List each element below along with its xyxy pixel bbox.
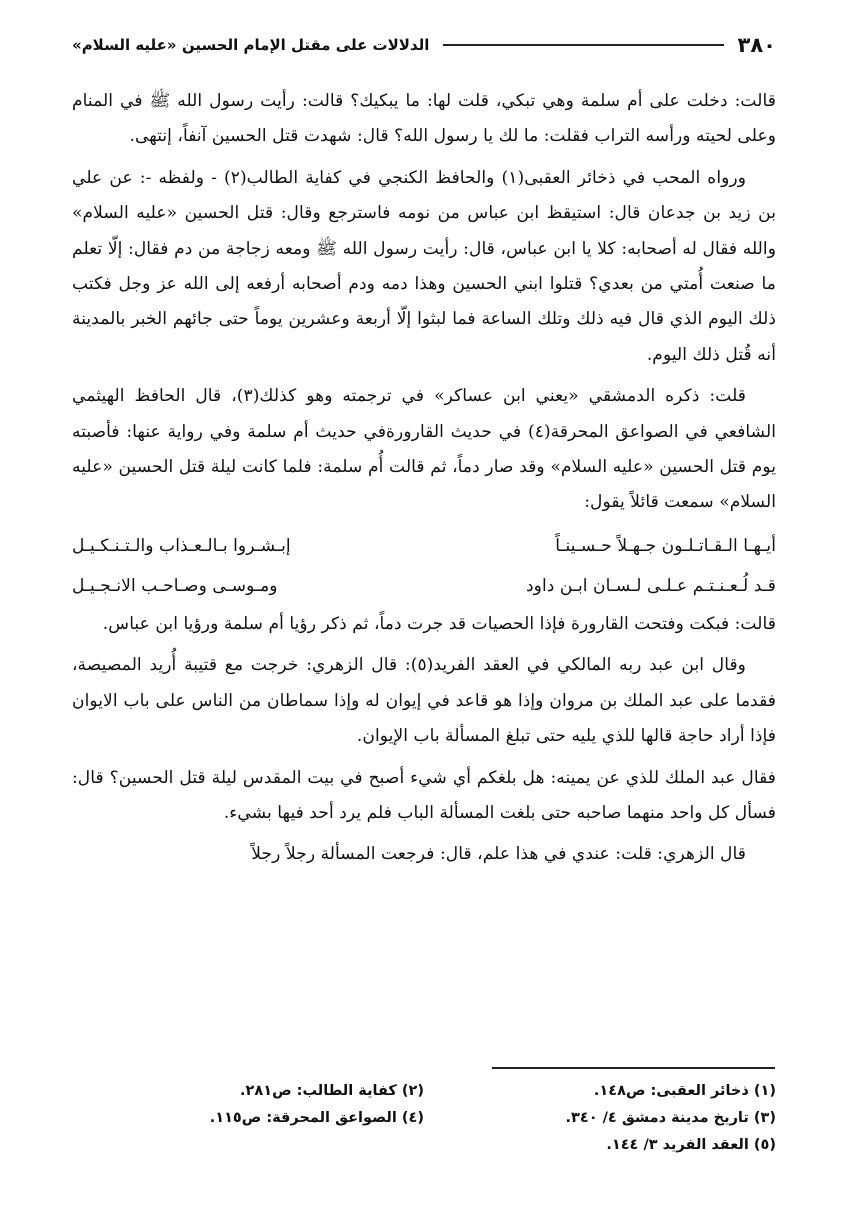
footnote: (٥) العقد الفريد ٣/ ١٤٤. [606, 1137, 776, 1153]
running-title: الدلالات على مقتل الإمام الحسين «عليه السلام» [72, 36, 430, 54]
poem-verse [72, 567, 776, 605]
page-number: ٣٨٠ [737, 33, 776, 57]
footnote-row [72, 1078, 776, 1105]
footnote: (١) ذخائر العقبى: ص١٤٨. [593, 1083, 776, 1099]
paragraph: وقال ابن عبد ربه المالكي في العقد الفريد(٥): قال الزهري: خرجت مع قتيبة أُريد المصيصة، فقدما على عبد الملك بن مروان وإذا هو قاعد في إيوان له وإذا سماطان من الناس على باب الايوان فإذا أراد حاجة قالها للذي يليه حتى تبلغ المسألة باب الإيوان. [72, 655, 776, 747]
paragraph: فقال عبد الملك للذي عن يمينه: هل بلغكم أي شيء أصبح في بيت المقدس ليلة قتل الحسين؟ قال: فسأل كل واحد منهما صاحبه حتى بلغت المسألة الباب فلم يرد أحد فيها بشيء. [72, 767, 776, 823]
footnote-row [72, 1132, 776, 1159]
poem-verse [72, 527, 776, 565]
paragraph: قالت: دخلت على أم سلمة وهي تبكي، قلت لها: ما يبكيك؟ قالت: رأيت رسول الله ﷺ في المنام وعلى لحيته ورأسه التراب فقلت: ما لك يا رسول الله؟ قال: شهدت قتل الحسين آنفاً، إنتهى. [72, 91, 776, 147]
verse-second-hemistich: إبـشـروا بـالـعـذاب والـتـنـكـيـل [72, 535, 291, 556]
header-rule [443, 44, 723, 46]
paragraph: قال الزهري: قلت: عندي في هذا علم، قال: فرجعت المسألة رجلاً رجلاً [251, 844, 746, 865]
footnote-separator [492, 1067, 775, 1069]
footnote: (٢) كفاية الطالب: ص٢٨١. [240, 1083, 424, 1099]
footnote: (٣) تاريخ مدينة دمشق ٤/ ٣٤٠. [565, 1110, 776, 1126]
paragraph: ورواه المحب في ذخائر العقبى(١) والحافظ الكنجي في كفاية الطالب(٢) - ولفظه -: عن علي بن زيد بن جدعان قال: استيقظ ابن عباس من نومه فاسترجع وقال: قتل الحسين «عليه السلام» والله فقال له أصحابه: كلا يا ابن عباس، قال: رأيت رسول الله ﷺ ومعه زجاجة من دم فقال: إلّا تعلم ما صنعت أُمتي من بعدي؟ قتلوا ابني الحسين وهذا دمه ودم أصحابه أرفعه إلى الله عز وجل فكتب ذلك اليوم الذي قال فيه ذلك وتلك الساعة فما لبثوا إلّا أربعة وعشرين يوماً حتى جائهم الخبر بالمدينة أنه قُتل ذلك اليوم. [72, 167, 776, 365]
footnote: (٤) الصواعق المحرقة: ص١١٥. [209, 1110, 424, 1126]
body-text [72, 84, 776, 879]
footnote [72, 1132, 424, 1159]
footnotes [72, 1078, 776, 1159]
page-header [72, 30, 776, 60]
verse-second-hemistich: ومـوسـى وصـاحـب الانـجـيـل [72, 575, 278, 596]
footnote-row [72, 1105, 776, 1132]
verse-first-hemistich: قـد لُـعـنـتـم عـلـى لـسـان ابـن داود [526, 575, 776, 596]
paragraph: قالت: فبكت وفتحت القارورة فإذا الحصيات قد جرت دماً، ثم ذكر رؤيا أم سلمة ورؤيا ابن عباس. [102, 613, 776, 634]
paragraph: قلت: ذكره الدمشقي «يعني ابن عساكر» في ترجمته وهو كذلك(٣)، قال الحافظ الهيثمي الشافعي في الصواعق المحرقة(٤) في حديث القارورةفي حديث أم سلمة وفي رواية عنها: فأصبته يوم قتل الحسين «عليه السلام» وقد صار دماً، ثم قالت أُم سلمة: فلما كانت ليلة قتل الحسين «عليه السلام» سمعت قائلاً يقول: [72, 386, 777, 513]
verse-first-hemistich: أيـهـا الـقـاتـلـون جـهـلاً حـسـينـاً [555, 535, 776, 556]
